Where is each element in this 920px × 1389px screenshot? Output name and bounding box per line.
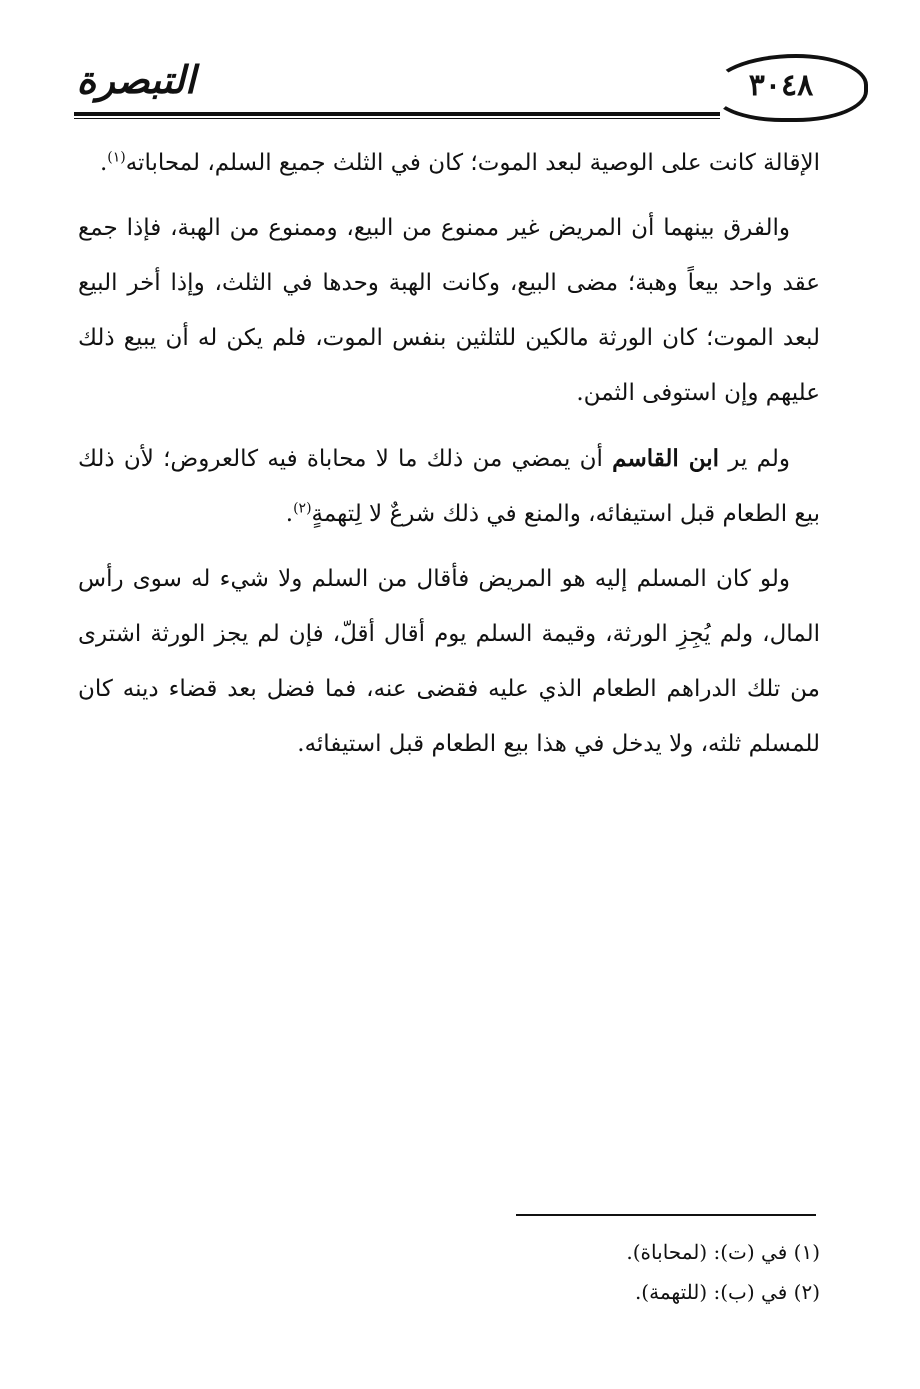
footnote-1: (١) في (ت): (لمحاباة). [626, 1240, 820, 1264]
paragraph-3-after: أن يمضي من ذلك ما لا محاباة فيه كالعروض؛ لأن ذلك بيع الطعام قبل استيفائه، والمنع في ذلك شرعٌ لا لِتهمةٍ [78, 446, 820, 527]
main-text [78, 136, 820, 782]
paragraph-4 [78, 552, 820, 772]
paragraph-2 [78, 201, 820, 421]
paragraph-3-before: ولم ير [728, 446, 791, 472]
footnotes [300, 1232, 820, 1312]
footnote-ref-2: (٢) [293, 500, 312, 517]
paragraph-1-end: . [99, 150, 108, 176]
footnote-ref-1: (١) [107, 149, 126, 166]
paragraph-1 [78, 136, 820, 191]
header-rule-thin [74, 118, 720, 119]
header-rule [74, 112, 720, 116]
paragraph-4-text: ولو كان المسلم إليه هو المريض فأقال من السلم ولا شيء له سوى رأس المال، ولم يُجِزِ الورثة، وقيمة السلم يوم أقال أقلّ، فإن لم يجز الورثة اشترى من تلك الدراهم الطعام الذي عليه فقضى عنه، فما فضل بعد قضاء دينه كان للمسلم ثلثه، ولا يدخل في هذا بيع الطعام قبل استيفائه. [78, 566, 820, 757]
scholar-name: ابن القاسم [612, 445, 720, 472]
footnote-divider [516, 1214, 816, 1216]
paragraph-3-end: . [285, 501, 294, 527]
book-title: التبصرة [76, 57, 196, 102]
paragraph-2-text: والفرق بينهما أن المريض غير ممنوع من البيع، وممنوع من الهبة، فإذا جمع عقد واحد بيعاً وهبة؛ مضى البيع، وكانت الهبة وحدها في الثلث، وإذا أخر البيع لبعد الموت؛ كان الورثة مالكين للثلثين بنفس الموت، فلم يكن له أن يبيع ذلك عليهم وإن استوفى الثمن. [78, 215, 820, 406]
page-header [70, 44, 830, 120]
paragraph-1-text: الإقالة كانت على الوصية لبعد الموت؛ كان في الثلث جميع السلم، لمحاباته [125, 150, 820, 176]
page-number: ٣٠٤٨ [748, 68, 814, 103]
footnote-2: (٢) في (ب): (للتهمة). [634, 1280, 820, 1304]
paragraph-3 [78, 431, 820, 542]
